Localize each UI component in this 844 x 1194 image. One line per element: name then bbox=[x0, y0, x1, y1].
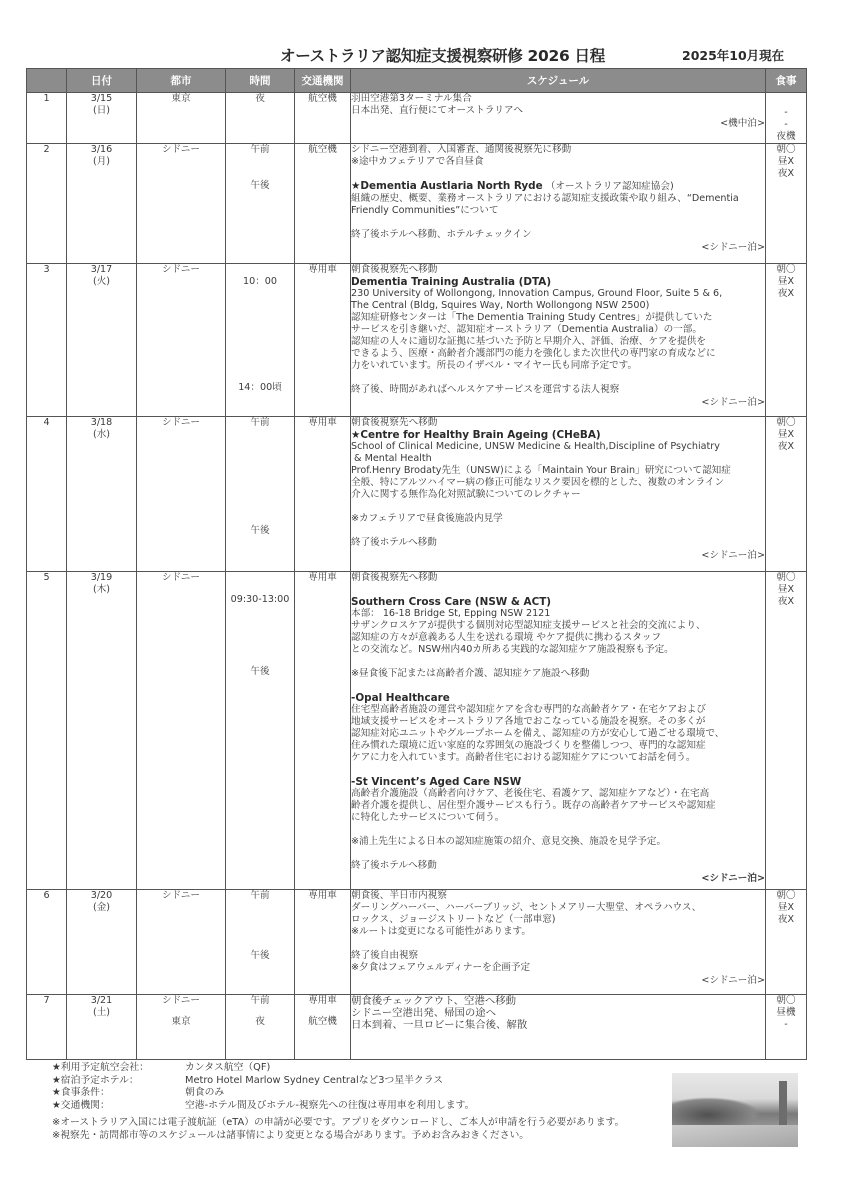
meals-cell bbox=[766, 93, 807, 144]
day-number: 4 bbox=[27, 417, 67, 572]
meal-lunch: - bbox=[784, 119, 788, 130]
schedule-line: 日本出発、直行便にてオーストラリアへ bbox=[351, 105, 524, 116]
schedule-line: 介入に関する無作為化対照試験についてのレクチャー bbox=[351, 489, 581, 500]
overnight-stay: <シドニー泊> bbox=[701, 242, 765, 253]
schedule-note: ※カフェテリアで昼食後施設内見学 bbox=[351, 513, 503, 524]
meal-dinner: 夜X bbox=[777, 596, 795, 607]
date: 3/15 bbox=[90, 93, 113, 104]
meal-lunch: 昼X bbox=[777, 429, 795, 440]
schedule-cell bbox=[351, 417, 766, 572]
time-cell bbox=[226, 995, 295, 1060]
date-cell bbox=[67, 572, 137, 890]
transport: 専用車 bbox=[295, 264, 351, 417]
meals-cell bbox=[766, 572, 807, 890]
schedule-line: 全般、特にアルツハイマー病の修正可能なリスク要因を標的とした、複数のオンライン bbox=[351, 477, 725, 488]
schedule-line: 朝食後視察先へ移動 bbox=[351, 264, 438, 275]
transport: 専用車 bbox=[295, 890, 351, 995]
meal-dinner: 夜X bbox=[777, 441, 795, 452]
meal-lunch: 昼X bbox=[777, 276, 795, 287]
meal-breakfast: - bbox=[784, 107, 788, 118]
meal-breakfast: 朝〇 bbox=[776, 572, 796, 583]
col-header-no bbox=[27, 69, 67, 93]
meal-breakfast: 朝〇 bbox=[776, 264, 796, 275]
transport-cell bbox=[295, 995, 351, 1060]
schedule-line: に特化したサービスについて伺う。 bbox=[351, 812, 505, 823]
remark-eta: ※オーストラリア入国には電子渡航証（eTA）の申請が必要です。アプリをダウンロードし、ご本人が申請を行う必要があります。 bbox=[52, 1117, 625, 1128]
meals-cell bbox=[766, 995, 807, 1060]
transport: 航空機 bbox=[295, 144, 351, 264]
facility-name: Dementia Training Australia (DTA) bbox=[351, 276, 552, 288]
date: 3/21 bbox=[90, 995, 113, 1006]
schedule-note: ※夕食はフェアウェルディナーを企画予定 bbox=[351, 962, 531, 973]
transport: 航空機 bbox=[308, 1016, 337, 1027]
page-title: オーストラリア認知症支援視察研修 2026 日程 bbox=[280, 47, 605, 65]
schedule-line: 終了後、時間があればヘルスケアサービスを運営する法人視察 bbox=[351, 384, 620, 395]
facility-name: -St Vincent’s Aged Care NSW bbox=[351, 776, 522, 788]
meal-breakfast: 朝〇 bbox=[776, 890, 796, 901]
schedule-line: & Mental Health bbox=[351, 453, 432, 464]
meal-breakfast: 朝〇 bbox=[776, 144, 796, 155]
info-transport bbox=[52, 1100, 474, 1113]
overnight-stay: <シドニー泊> bbox=[701, 975, 765, 986]
schedule-cell bbox=[351, 93, 766, 144]
transport: 専用車 bbox=[295, 572, 351, 890]
time-cell bbox=[226, 890, 295, 995]
schedule-table bbox=[26, 68, 807, 1060]
day-number: 1 bbox=[27, 93, 67, 144]
schedule-line: シドニー空港出発、帰国の途へ bbox=[351, 1007, 497, 1019]
meal-dinner: 夜X bbox=[777, 168, 795, 179]
schedule-line: 地域支援サービスをオーストラリア各地でおこなっている施設を視察。その多くが bbox=[351, 716, 706, 727]
day-number: 6 bbox=[27, 890, 67, 995]
schedule-line: 認知症の人々に適切な証拠に基づいた予防と早期介入、評価、治療、ケアを提供を bbox=[351, 336, 706, 347]
transport: 航空機 bbox=[295, 93, 351, 144]
weekday: (火) bbox=[92, 276, 111, 287]
meal-lunch: 昼X bbox=[777, 584, 795, 595]
meal-lunch: 昼X bbox=[777, 156, 795, 167]
weekday: (水) bbox=[92, 429, 111, 440]
schedule-line: との交流など。NSW州内40カ所ある実践的な認知症ケア施設視察も予定。 bbox=[351, 644, 674, 655]
meal-lunch: 昼機 bbox=[776, 1007, 796, 1018]
info-airline bbox=[52, 1062, 474, 1075]
path-shape bbox=[672, 1125, 798, 1147]
time: 午後 bbox=[250, 525, 270, 536]
table-row bbox=[27, 93, 807, 144]
info-value: 朝食のみ bbox=[185, 1087, 225, 1099]
schedule-line: 本部： 16-18 Bridge St, Epping NSW 2121 bbox=[351, 608, 551, 619]
facility-suffix: （オーストラリア認知症協会) bbox=[545, 181, 674, 192]
overnight-stay: <機中泊> bbox=[720, 118, 765, 129]
info-label: ★食事条件： bbox=[52, 1087, 110, 1099]
date-cell bbox=[67, 93, 137, 144]
date: 3/18 bbox=[90, 417, 113, 428]
schedule-line: ケアに力を入れています。高齢者住宅における認知症ケアについてお話を伺う。 bbox=[351, 752, 696, 763]
date: 3/19 bbox=[90, 572, 113, 583]
table-header-row bbox=[27, 69, 807, 93]
weekday: (木) bbox=[92, 584, 111, 595]
time: 10：00 bbox=[242, 276, 277, 287]
schedule-line: サザンクロスケアが提供する個別対応型認知症支援サービスと社会的交流により、 bbox=[351, 620, 706, 631]
time: 午後 bbox=[250, 666, 270, 677]
schedule-cell bbox=[351, 995, 766, 1060]
trip-info bbox=[52, 1062, 474, 1112]
schedule-line: 朝食後視察先へ移動 bbox=[351, 572, 438, 583]
schedule-line: 230 University of Wollongong, Innovation Campus, Ground Floor, Suite 5 & 6, bbox=[351, 288, 723, 299]
schedule-line: Prof.Henry Brodaty先生（UNSW)による「Maintain Your Brain」研究について認知症 bbox=[351, 465, 731, 476]
facility-name: ★Dementia Austlaria North Ryde bbox=[351, 180, 543, 192]
transport: 専用車 bbox=[295, 417, 351, 572]
day-number: 2 bbox=[27, 144, 67, 264]
schedule-note: ※昼食後下記または高齢者介護、認知症ケア施設へ移動 bbox=[351, 668, 590, 679]
meal-dinner: 夜X bbox=[777, 288, 795, 299]
info-meals bbox=[52, 1087, 474, 1100]
info-hotel bbox=[52, 1075, 474, 1088]
tower-shape bbox=[779, 1081, 787, 1125]
col-header-schedule: スケジュール bbox=[351, 69, 766, 93]
time: 午前 bbox=[250, 417, 270, 428]
info-label: ★交通機関： bbox=[52, 1099, 110, 1111]
col-header-meals: 食事 bbox=[766, 69, 807, 93]
time: 午前 bbox=[250, 144, 270, 155]
time: 午後 bbox=[250, 950, 270, 961]
schedule-line: できるよう、医療・高齢者介護部門の能力を強化しまた次世代の専門家の育成などに bbox=[351, 348, 716, 359]
schedule-line: シドニー空港到着、入国審査、通関後視察先に移動 bbox=[351, 144, 572, 155]
table-row bbox=[27, 264, 807, 417]
date-cell bbox=[67, 144, 137, 264]
city: シドニー bbox=[137, 144, 226, 264]
schedule-line: 終了後ホテルへ移動、ホテルチェックイン bbox=[351, 229, 532, 240]
date-cell bbox=[67, 995, 137, 1060]
info-value: Metro Hotel Marlow Sydney Centralなど3つ星半クラス bbox=[185, 1074, 444, 1086]
day-number: 7 bbox=[27, 995, 67, 1060]
transport: 専用車 bbox=[308, 995, 337, 1006]
city: 東京 bbox=[171, 1016, 191, 1027]
day-number: 3 bbox=[27, 264, 67, 417]
info-value: 空港-ホテル間及びホテル-視察先への往復は専用車を利用します。 bbox=[185, 1099, 475, 1111]
remark-schedule-change: ※視察先・訪問都市等のスケジュールは諸事情により変更となる場合があります。予めお含みおきください。 bbox=[52, 1129, 530, 1141]
date-cell bbox=[67, 417, 137, 572]
info-label: ★宿泊予定ホテル： bbox=[52, 1074, 139, 1086]
schedule-line: 朝食後視察先へ移動 bbox=[351, 417, 438, 428]
meals-cell bbox=[766, 417, 807, 572]
time: 夜 bbox=[255, 1016, 265, 1027]
overnight-stay: <シドニー泊> bbox=[701, 550, 765, 561]
schedule-cell bbox=[351, 264, 766, 417]
date: 3/17 bbox=[90, 264, 113, 275]
city: シドニー bbox=[137, 572, 226, 890]
schedule-line: 認知症研修センターは「The Dementia Training Study Centres」が提供していた bbox=[351, 312, 713, 323]
schedule-cell bbox=[351, 890, 766, 995]
time: 午前 bbox=[250, 890, 270, 901]
meal-breakfast: 朝〇 bbox=[776, 995, 796, 1006]
date-cell bbox=[67, 890, 137, 995]
schedule-cell bbox=[351, 572, 766, 890]
time: 午前 bbox=[250, 995, 270, 1006]
schedule-line: 羽田空港第3ターミナル集合 bbox=[351, 93, 472, 104]
col-header-date: 日付 bbox=[67, 69, 137, 93]
time-cell bbox=[226, 144, 295, 264]
weekday: (日) bbox=[92, 105, 111, 116]
schedule-line: 力をいれています。所長のイザベル・マイヤー氏も同席予定です。 bbox=[351, 360, 638, 371]
meal-lunch: 昼X bbox=[777, 902, 795, 913]
time-cell bbox=[226, 264, 295, 417]
meals-cell bbox=[766, 890, 807, 995]
meal-dinner: 夜X bbox=[777, 914, 795, 925]
schedule-line: 組織の歴史、概要、業務オーストラリアにおける認知症支援政策や取り組み、“Dementia bbox=[351, 193, 739, 204]
facility-name: Southern Cross Care (NSW & ACT) bbox=[351, 596, 552, 608]
meals-cell bbox=[766, 264, 807, 417]
table-row bbox=[27, 995, 807, 1060]
city: シドニー bbox=[162, 995, 200, 1006]
col-header-time: 時間 bbox=[226, 69, 295, 93]
day-number: 5 bbox=[27, 572, 67, 890]
table-row bbox=[27, 144, 807, 264]
schedule-line: 齢者介護を提供し、居住型介護サービスも行う。既存の高齢者ケアサービスや認知症 bbox=[351, 800, 716, 811]
info-label: ★利用予定航空会社： bbox=[52, 1062, 149, 1073]
time: 夜 bbox=[226, 93, 295, 144]
as-of-date: 2025年10月現在 bbox=[682, 48, 785, 63]
city: シドニー bbox=[137, 264, 226, 417]
city: シドニー bbox=[137, 890, 226, 995]
meal-breakfast: 朝〇 bbox=[776, 417, 796, 428]
schedule-note: ※浦上先生による日本の認知症施策の紹介、意見交換、施設を見学予定。 bbox=[351, 836, 667, 847]
weekday: (金) bbox=[92, 902, 111, 913]
schedule-line: 朝食後、半日市内視察 bbox=[351, 890, 447, 901]
schedule-line: 高齢者介護施設（高齢者向けケア、老後住宅、看護ケア、認知症ケアなど）・在宅高 bbox=[351, 788, 710, 799]
date-cell bbox=[67, 264, 137, 417]
city-cell bbox=[137, 995, 226, 1060]
col-header-city: 都市 bbox=[137, 69, 226, 93]
date: 3/20 bbox=[90, 890, 113, 901]
date: 3/16 bbox=[90, 144, 113, 155]
facility-name: -Opal Healthcare bbox=[351, 692, 450, 704]
schedule-line: 住み慣れた環境に近い家庭的な雰囲気の施設づくりを整備しつつ、専門的な認知症 bbox=[351, 740, 706, 751]
schedule-line: School of Clinical Medicine, UNSW Medicine & Health,Discipline of Psychiatry bbox=[351, 441, 720, 452]
table-row bbox=[27, 417, 807, 572]
remarks bbox=[52, 1117, 624, 1142]
time: 午後 bbox=[250, 180, 270, 191]
weekday: (土) bbox=[92, 1007, 111, 1018]
schedule-line: ロックス、ジョージストリートなど（一部車窓) bbox=[351, 914, 556, 925]
schedule-line: 終了後ホテルへ移動 bbox=[351, 860, 437, 871]
meals-cell bbox=[766, 144, 807, 264]
city: シドニー bbox=[137, 417, 226, 572]
trees-shape bbox=[672, 1097, 762, 1127]
time-cell bbox=[226, 417, 295, 572]
overnight-stay: <シドニー泊> bbox=[701, 397, 765, 408]
col-header-transport: 交通機関 bbox=[295, 69, 351, 93]
park-photo bbox=[672, 1073, 798, 1147]
time: 09:30-13:00 bbox=[230, 594, 290, 605]
table-row bbox=[27, 572, 807, 890]
info-value: カンタス航空（QF) bbox=[185, 1062, 271, 1073]
table-row bbox=[27, 890, 807, 995]
schedule-line: 終了後自由視察 bbox=[351, 950, 419, 961]
facility-name: ★Centre for Healthy Brain Ageing (CHeBA) bbox=[351, 429, 601, 441]
schedule-line: ダーリングハーバー、ハーバーブリッジ、セントメアリー大聖堂、オペラハウス、 bbox=[351, 902, 702, 913]
time: 14：00頃 bbox=[238, 382, 282, 393]
schedule-line: 認知症対応ユニットやグループホームを備え、認知症の方が安心して過ごせる環境で、 bbox=[351, 728, 725, 739]
schedule-line: The Central (Bldg, Squires Way, North Wollongong NSW 2500) bbox=[351, 300, 650, 311]
meal-dinner: 夜機 bbox=[776, 131, 796, 142]
schedule-line: 住宅型高齢者施設の運営や認知症ケアを含む専門的な高齢者ケア・在宅ケアおよび bbox=[351, 704, 706, 715]
schedule-line: 日本到着、一旦ロビーに集合後、解散 bbox=[351, 1019, 528, 1031]
schedule-line: 朝食後チェックアウト、空港へ移動 bbox=[351, 995, 517, 1007]
weekday: (月) bbox=[92, 156, 111, 167]
overnight-stay: <シドニー泊> bbox=[701, 873, 765, 884]
facility-heading bbox=[351, 180, 765, 193]
schedule-line: 認知症の方々が意義ある人生を送れる環境 やケア提供に携わるスタッフ bbox=[351, 632, 662, 643]
schedule-line: Friendly Communities”について bbox=[351, 205, 499, 216]
time-cell bbox=[226, 572, 295, 890]
city: 東京 bbox=[137, 93, 226, 144]
schedule-line: サービスを引き継いだ、認知症オーストラリア（Dementia Australia）の一部。 bbox=[351, 324, 702, 335]
schedule-cell bbox=[351, 144, 766, 264]
meal-dinner: - bbox=[784, 1019, 788, 1030]
schedule-note: ※ルートは変更になる可能性があります。 bbox=[351, 926, 531, 937]
schedule-line: 終了後ホテルへ移動 bbox=[351, 537, 437, 548]
schedule-line: ※途中カフェテリアで各自昼食 bbox=[351, 156, 484, 167]
